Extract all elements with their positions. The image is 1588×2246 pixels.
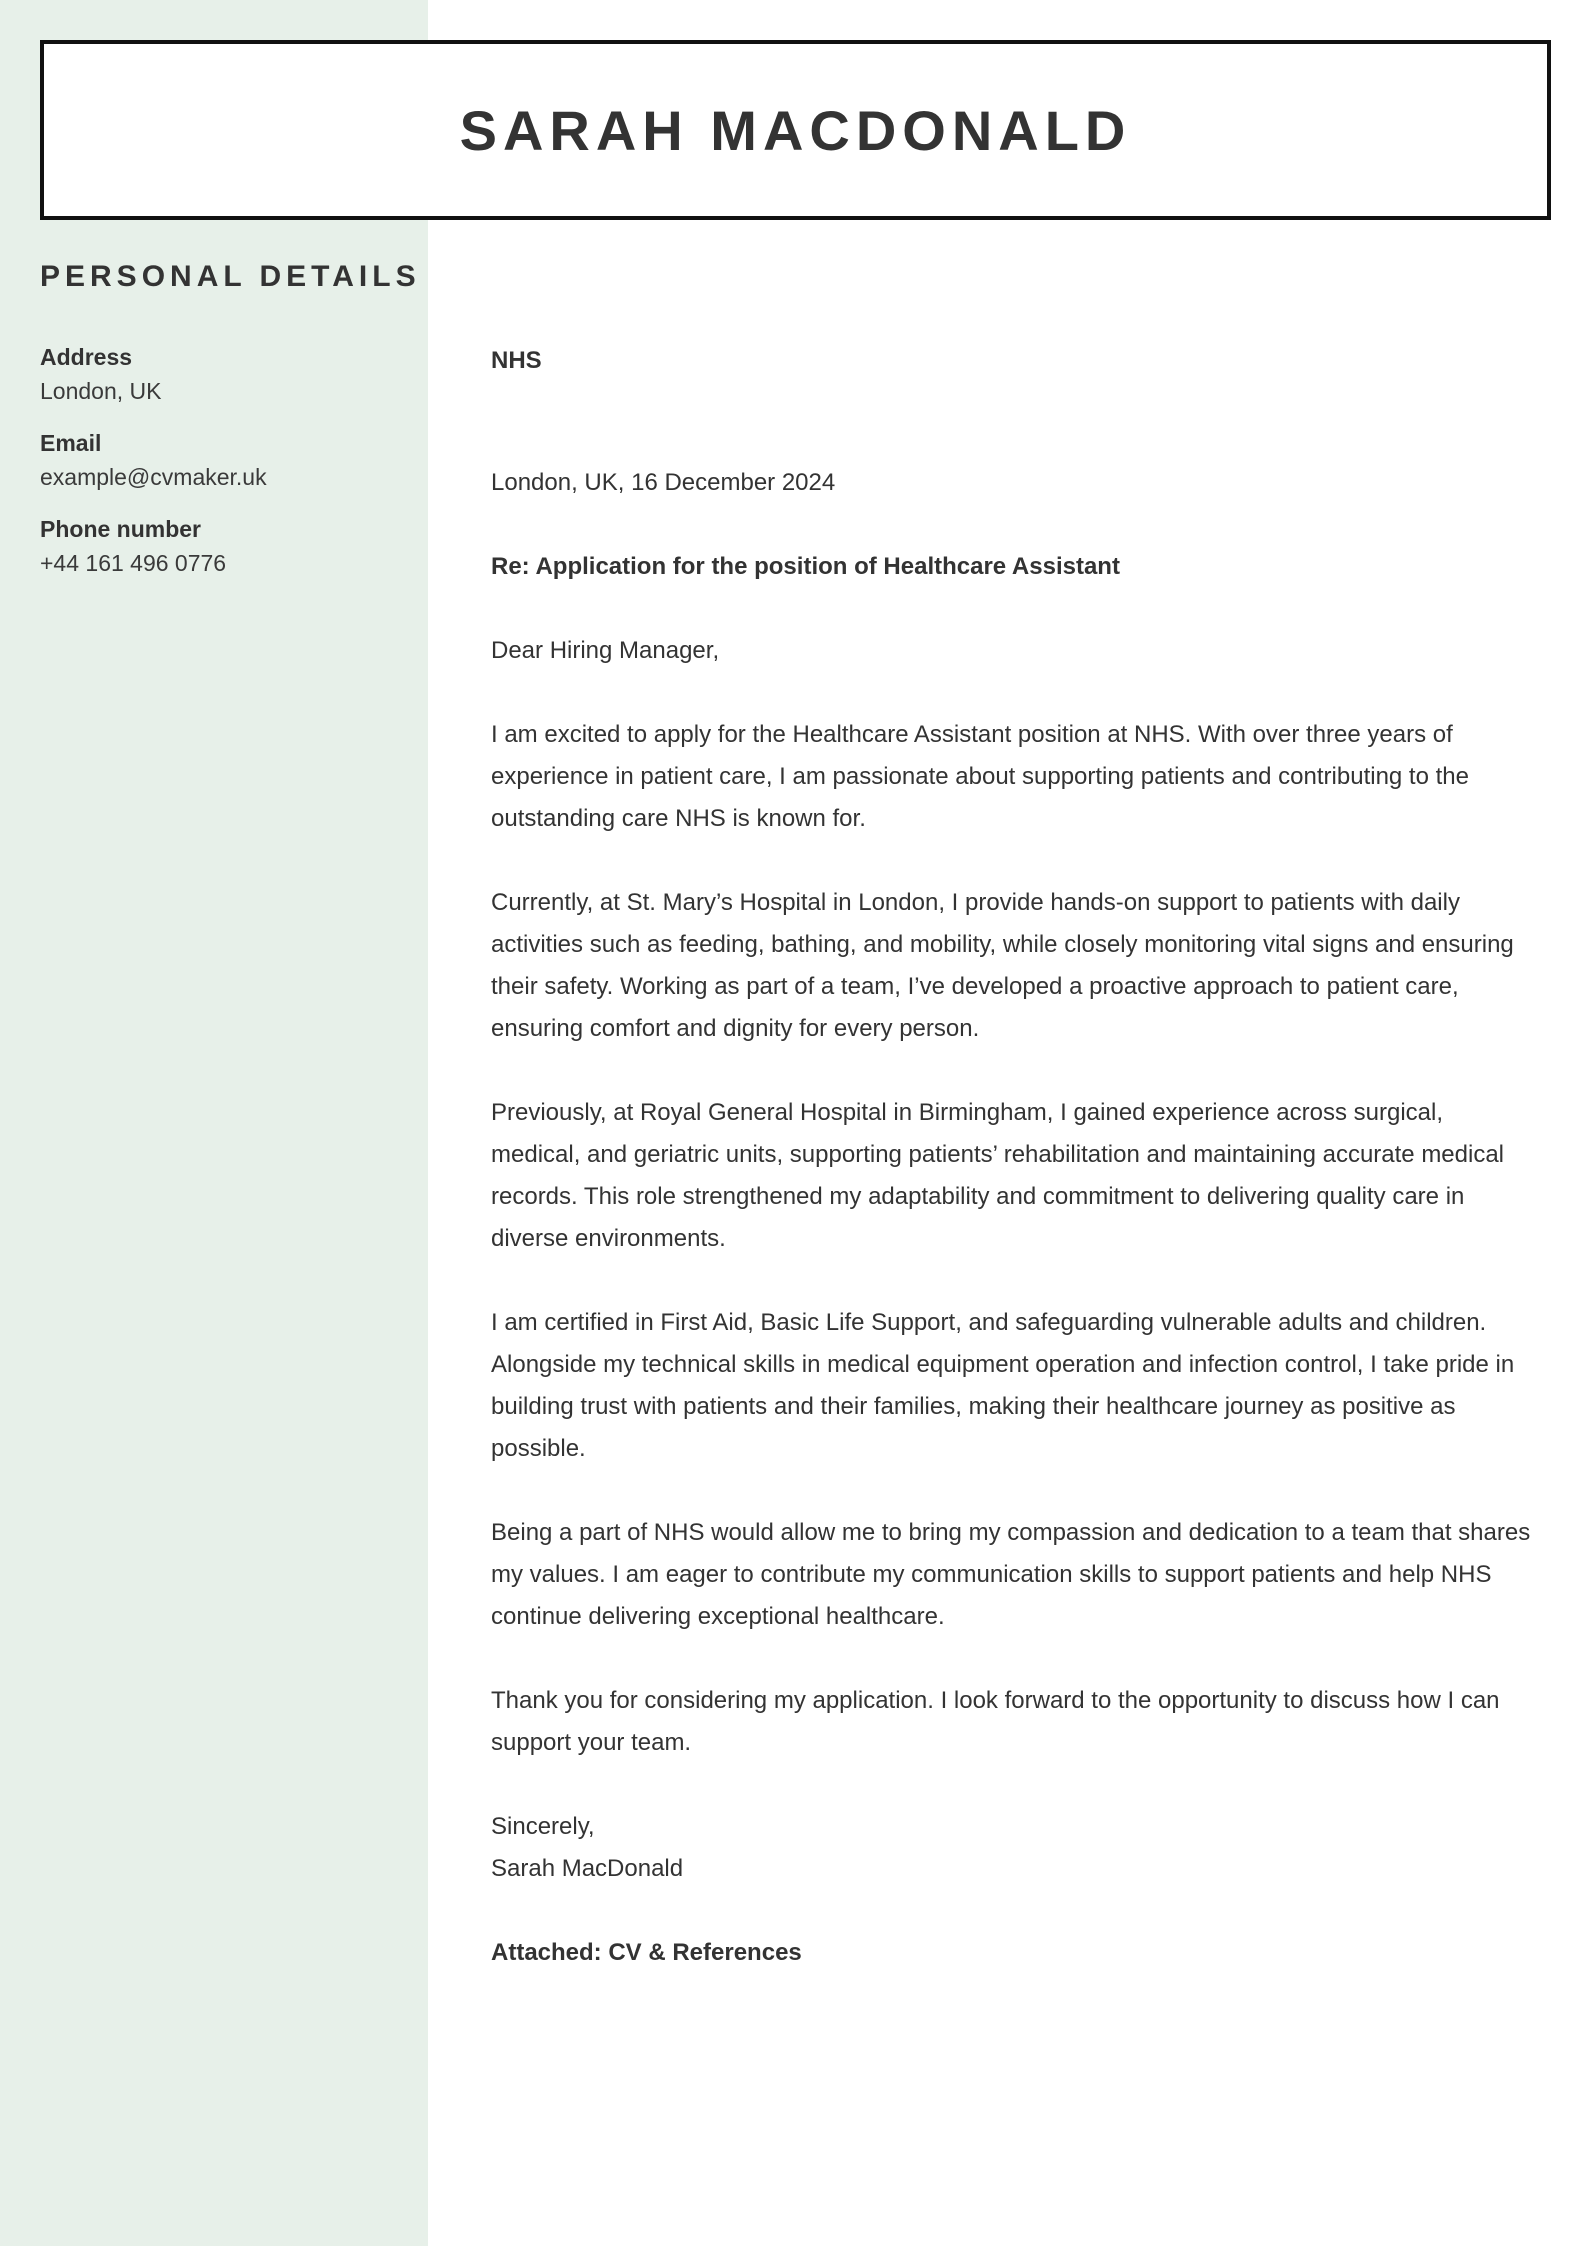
salutation: Dear Hiring Manager, xyxy=(491,637,720,664)
personal-details-heading: PERSONAL DETAILS xyxy=(40,260,421,293)
applicant-name: SARAH MACDONALD xyxy=(459,98,1132,162)
letter-paragraph: I am certified in First Aid, Basic Life Support, and safeguarding vulnerable adults and children. Alongside my technical skills in medical equipment operation and infection control, I take pride in building trust with patients and their families, making their healthcare journey as positive as possible. xyxy=(491,1309,1515,1462)
signature: Sarah MacDonald xyxy=(491,1855,684,1882)
address-label: Address xyxy=(40,344,133,370)
email-label: Email xyxy=(40,430,102,456)
attachment-note: Attached: CV & References xyxy=(491,1939,802,1966)
letter-paragraph: I am excited to apply for the Healthcare Assistant position at NHS. With over three years of experience in patient care, I am passionate about supporting patients and contributing to the outstanding care NHS is known for. xyxy=(491,721,1469,832)
phone-detail xyxy=(40,512,410,580)
letter-paragraph: Currently, at St. Mary’s Hospital in London, I provide hands-on support to patients with daily activities such as feeding, bathing, and mobility, while closely monitoring vital signs and ensuring their safety. Working as part of a team, I’ve developed a proactive approach to patient care, ensuring comfort and dignity for every person. xyxy=(491,889,1514,1042)
closing: Sincerely, xyxy=(491,1813,595,1840)
letter-paragraph: Thank you for considering my application. I look forward to the opportunity to discuss how I can support your team. xyxy=(491,1687,1500,1756)
phone-value: +44 161 496 0776 xyxy=(40,550,227,576)
email-detail xyxy=(40,426,410,494)
place-and-date: London, UK, 16 December 2024 xyxy=(491,469,836,496)
letter-subject: Re: Application for the position of Healthcare Assistant xyxy=(491,553,1120,580)
email-value: example@cvmaker.uk xyxy=(40,464,267,490)
cover-letter-body xyxy=(491,340,1531,2016)
address-detail xyxy=(40,340,410,408)
closing-block xyxy=(491,1806,1531,1890)
address-value: London, UK xyxy=(40,378,162,404)
phone-label: Phone number xyxy=(40,516,202,542)
recipient-company: NHS xyxy=(491,347,542,374)
sidebar xyxy=(0,0,428,2246)
name-header-box xyxy=(40,40,1551,220)
letter-paragraph: Being a part of NHS would allow me to bring my compassion and dedication to a team that shares my values. I am eager to contribute my communication skills to support patients and help NHS continue delivering exceptional healthcare. xyxy=(491,1519,1531,1630)
letter-paragraph: Previously, at Royal General Hospital in Birmingham, I gained experience across surgical, medical, and geriatric units, supporting patients’ rehabilitation and maintaining accurate medical records. This role strengthened my adaptability and commitment to delivering quality care in diverse environments. xyxy=(491,1099,1505,1252)
